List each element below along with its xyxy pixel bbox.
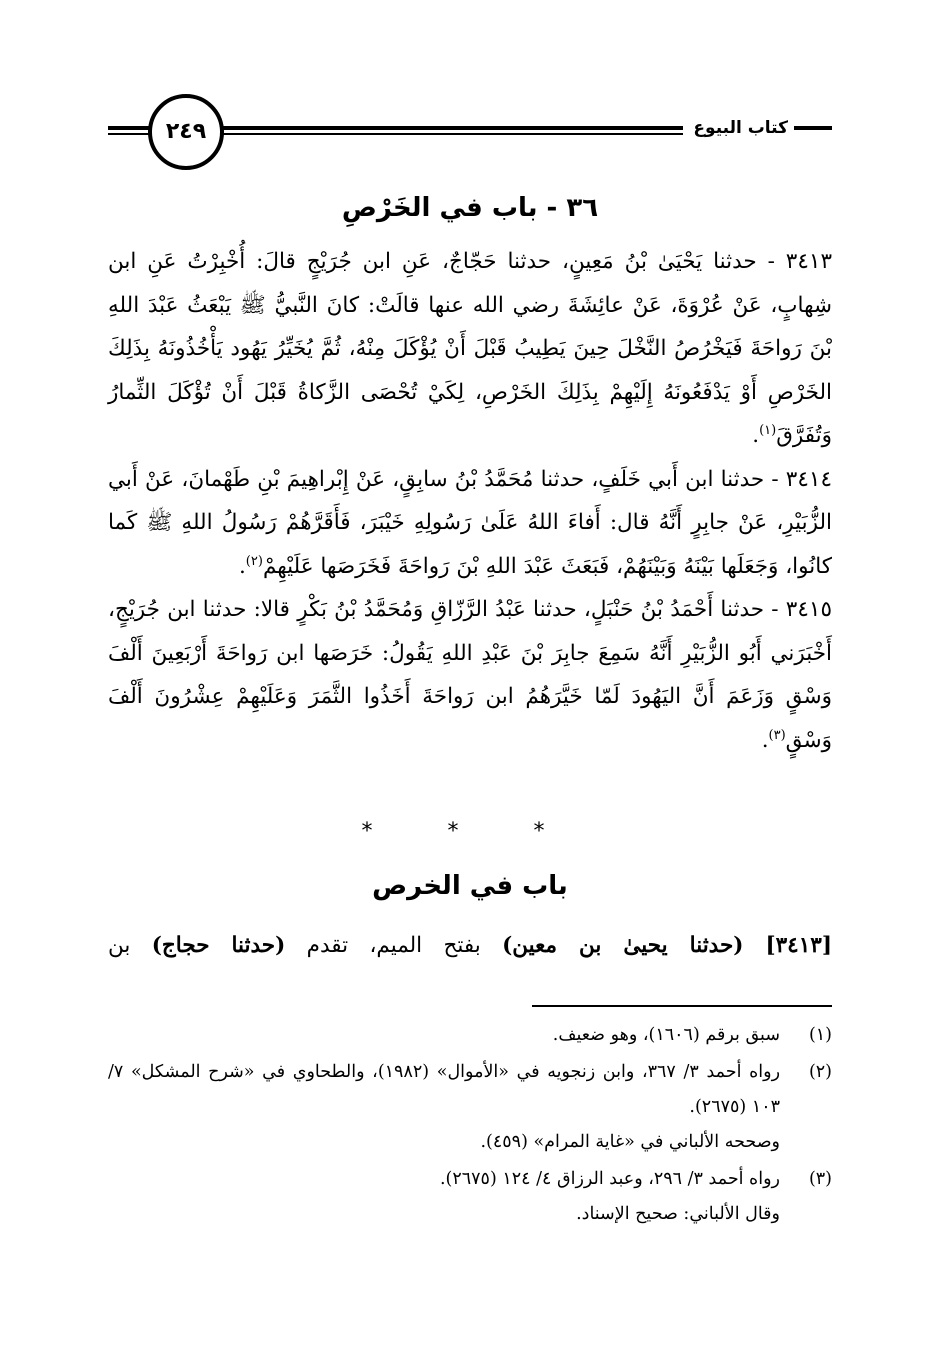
commentary-title: باب في الخرص [372, 871, 568, 901]
commentary-bold: (حدثنا حجاج) [151, 933, 286, 958]
section-separator: * * * [361, 819, 579, 844]
footnote-3 [108, 1162, 832, 1232]
commentary-plain: بفتح الميم، تقدم [285, 933, 503, 958]
page-number: ٢٤٩ [148, 94, 224, 170]
footnote-line: وقال الألباني: صحيح الإسناد. [576, 1204, 780, 1224]
page-header [108, 96, 832, 166]
hadith-3414: ٣٤١٤ - حدثنا ابن أَبي خَلَفٍ، حدثنا مُحَمَّدُ بْنُ سابِقٍ، عَنْ إِبْراهِيمَ بْنِ طَهْمانَ، عَنْ أَبي الزُّبَيْرِ، عَنْ جابِرٍ أَنَّهُ قال: أَفاءَ اللهُ عَلَىٰ رَسُولِهِ خَيْبَرَ، فَأَقَرَّهُمْ رَسُولُ اللهِ ﷺ كَما كانُوا، وَجَعَلَها بَيْنَهُ وَبَيْنَهُمْ، فَبَعَثَ عَبْدَ اللهِ بْنَ رَواحَةَ فَخَرَصَها عَلَيْهِمْ$^{(٢)}$. [108, 466, 832, 579]
footnote-ref: (١) [759, 422, 777, 438]
footnote-mark: (٢) [808, 1062, 832, 1082]
footnote-ref: (٢) [245, 553, 263, 569]
footnote-line: رواه أحمد ٣/ ٣٦٧، وابن زنجويه في «الأموال» (١٩٨٢)، والطحاوي في «شرح المشكل» ٧/ ١٠٣ (٢٦٧٥). [108, 1062, 781, 1117]
footnote-line: سبق برقم (١٦٠٦)، وهو ضعيف. [552, 1025, 780, 1045]
hadith-3413: ٣٤١٣ - حدثنا يَحْيَىٰ بْنُ مَعِينٍ، حدثنا حَجّاجٌ، عَنِ ابن جُرَيْجٍ قالَ: أُخْبِرْتُ عَنِ ابن شِهابٍ، عَنْ عُرْوَةَ، عَنْ عائِشَةَ رضي الله عنها قالَتْ: كانَ النَّبيُّ ﷺ يَبْعَثُ عَبْدَ اللهِ بْنَ رَواحَةَ فَيَخْرُصُ النَّخْلَ حِينَ يَطِيبُ قَبْلَ أَنْ يُؤْكَلَ مِنْهُ، ثُمَّ يُخَيِّرُ يَهُود يَأْخُذُونَهُ بِذَلِكَ الخَرْصِ أَوْ يَدْفَعُونَهُ إِلَيْهِمْ بِذَلِكَ الخَرْصِ، لِكَيْ تُحْصَى الزَّكاةُ قَبْلَ أَنْ تُؤْكَلَ الثِّمارُ وَتُفَرَّقَ$^{(١)}$. [108, 249, 832, 448]
commentary-text [108, 924, 832, 968]
hadith-text [108, 240, 832, 762]
footnote-line: رواه أحمد ٣/ ٢٩٦، وعبد الرزاق ٤/ ١٢٤ (٢٦٧٥). [439, 1169, 780, 1189]
title-dash [794, 126, 832, 130]
footnote-mark: (١) [808, 1025, 832, 1045]
footnote-2 [108, 1055, 832, 1160]
commentary-bold: [٣٤١٣] (حدثنا يحيىٰ بن معين) [502, 933, 833, 958]
hadith-3415: ٣٤١٥ - حدثنا أَحْمَدُ بْنُ حَنْبَلٍ، حدثنا عَبْدُ الرَّزّاقِ وَمُحَمَّدُ بْنُ بَكْرٍ قالا: حدثنا ابن جُرَيْجٍ، أَخْبَرَني أَبُو الزُّبَيْرِ أَنَّهُ سَمِعَ جابِرَ بْنَ عَبْدِ اللهِ يَقُولُ: خَرَصَها ابن رَواحَةَ أَرْبَعِينَ أَلْفَ وَسْقٍ وَزَعَمَ أَنَّ اليَهُودَ لَمّا خَيَّرَهُمُ ابن رَواحَةَ أَخَذُوا الثَّمَرَ وَعَلَيْهِمْ عِشْرُونَ أَلْفَ وَسْقٍ$^{(٣)}$. [108, 597, 832, 753]
commentary-plain: بن [108, 933, 152, 958]
footnote-divider [532, 1005, 832, 1007]
footnote-line: وصححه الألباني في «غاية المرام» (٤٥٩). [480, 1132, 780, 1152]
book-title-text: كتاب البيوع [693, 118, 788, 138]
footnotes [108, 1018, 832, 1232]
footnote-mark: (٣) [808, 1169, 832, 1189]
footnote-1 [108, 1018, 832, 1053]
footnote-ref: (٣) [768, 727, 786, 743]
book-title [683, 108, 832, 148]
chapter-title: ٣٦ - باب في الخَرْصِ [341, 193, 599, 223]
